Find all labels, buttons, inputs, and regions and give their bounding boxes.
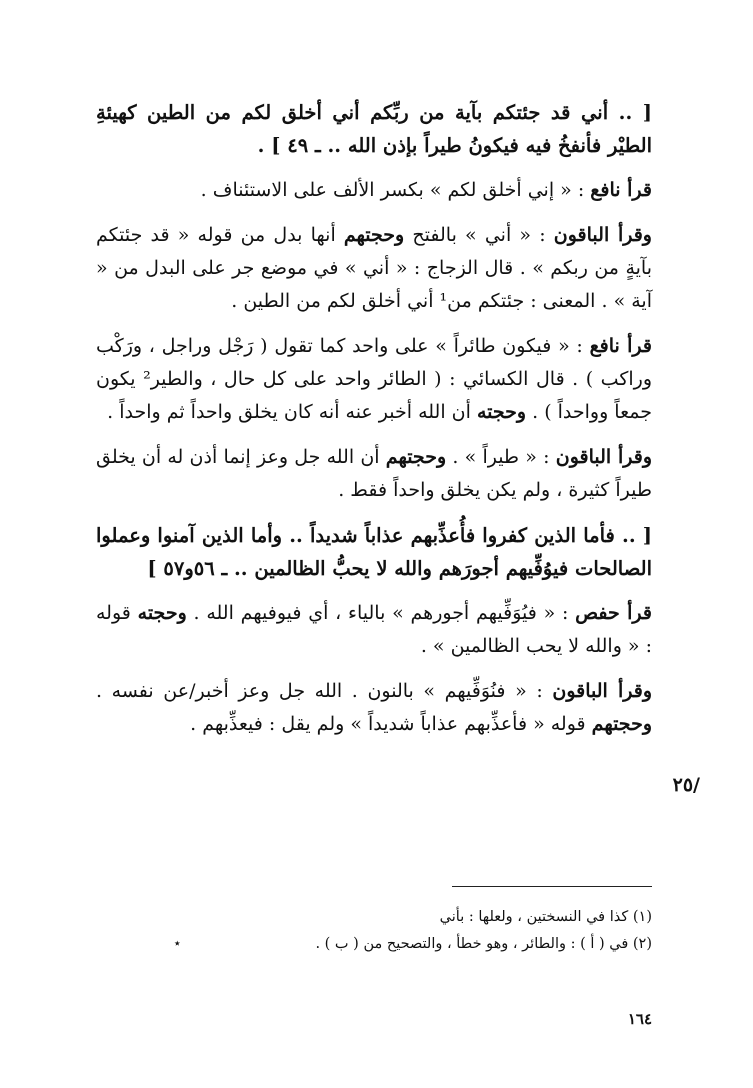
paragraph-nafi-inni: [96, 174, 652, 207]
page-number: ١٦٤: [627, 1010, 652, 1028]
paragraph-text: قوله « فأعذِّبهم عذاباً شديداً » ولم يقل : فيعذِّبهم .: [190, 713, 586, 735]
paragraph-text: : « طيراً » .: [452, 446, 550, 468]
footnote-divider: [452, 886, 652, 887]
argument-label: وحجته: [476, 401, 527, 423]
verse-line: [ .. أني قد جئتكم بآية من ربِّكم أني أخلق لكم من الطين كهيئةِ: [96, 101, 652, 124]
paragraph-hafs: [96, 597, 652, 663]
verse-text: [ .. فأما الذين كفروا فأُعذِّبهم عذاباً شديداً .. وأما الذين آمنوا وعملوا الصالحات فيوُفِّيهم أجورَهم والله لا يحبُّ الظالمين .. ـ ٥٦و٥٧ ]: [96, 524, 652, 580]
paragraph-text: أن الله أخبر عنه أنه كان يخلق واحداً ثم واحداً .: [107, 401, 471, 423]
paragraph-text: أنها بدل من قوله « قد جئتكم بآيةٍ من ربكم » . قال الزجاج : « أني » في موضع جر على البدل من « آية » . المعنى : جئتكم من¹ أني أخلق لكم من الطين .: [96, 224, 652, 312]
quran-verse-49: [96, 96, 652, 162]
paragraph-others-tayr: [96, 441, 652, 507]
footnote-1: (١) كذا في النسختين ، ولعلها : بأني: [439, 909, 652, 925]
paragraph-text: قوله : « والله لا يحب الظالمين » .: [96, 602, 652, 657]
quran-verse-56-57: [96, 519, 652, 585]
paragraph-text: : « أني » بالفتح: [412, 224, 546, 246]
verse-line: الطيْر فأنفخُ فيه فيكونُ طيراً بإذن الله .. ـ ٤٩ ] .: [257, 134, 652, 157]
reader-name: قرأ نافع: [590, 179, 652, 201]
paragraph-text: : « فنُوَفِّيهم » بالنون . الله جل وعز أخبر/عن نفسه .: [96, 680, 543, 702]
argument-label: وحجتهم: [591, 713, 652, 735]
reader-name: قرأ نافع: [589, 335, 652, 357]
paragraph-text: أن الله جل وعز إنما أذن له أن يخلق طيراً كثيرة ، ولم يكن يخلق واحداً فقط .: [96, 446, 652, 501]
main-text: [96, 96, 652, 753]
paragraph-text: : « إني أخلق لكم » بكسر الألف على الاستئناف .: [200, 179, 585, 201]
reader-name: وقرأ الباقون: [553, 224, 652, 246]
footnote-2: (٢) في ( أ ) : والطائر ، وهو خطأ ، والتصحيح من ( ب ) .: [315, 936, 652, 952]
paragraph-others-nuwaffi: [96, 675, 652, 741]
paragraph-others-anni: [96, 219, 652, 318]
argument-label: وحجتهم: [343, 224, 405, 246]
argument-label: وحجتهم: [385, 446, 447, 468]
paragraph-text: : « فيكون طائراً » على واحد كما تقول ( رَجْل وراجل ، ورَكْب وراكب ) . قال الكسائي : ( الطائر واحد على كل حال ، والطير² يكون جمعاً وواحداً ) .: [96, 335, 652, 423]
paragraph-nafi-tair: [96, 330, 652, 429]
stray-mark: ٭: [174, 936, 181, 950]
reader-name: وقرأ الباقون: [552, 680, 652, 702]
paragraph-text: : « فيُوَفِّيهم أجورهم » بالياء ، أي فيوفيهم الله .: [193, 602, 569, 624]
manuscript-folio-marker: /٢٥: [672, 774, 700, 796]
reader-name: قرأ حفص: [575, 602, 652, 624]
reader-name: وقرأ الباقون: [555, 446, 653, 468]
argument-label: وحجته: [137, 602, 187, 624]
